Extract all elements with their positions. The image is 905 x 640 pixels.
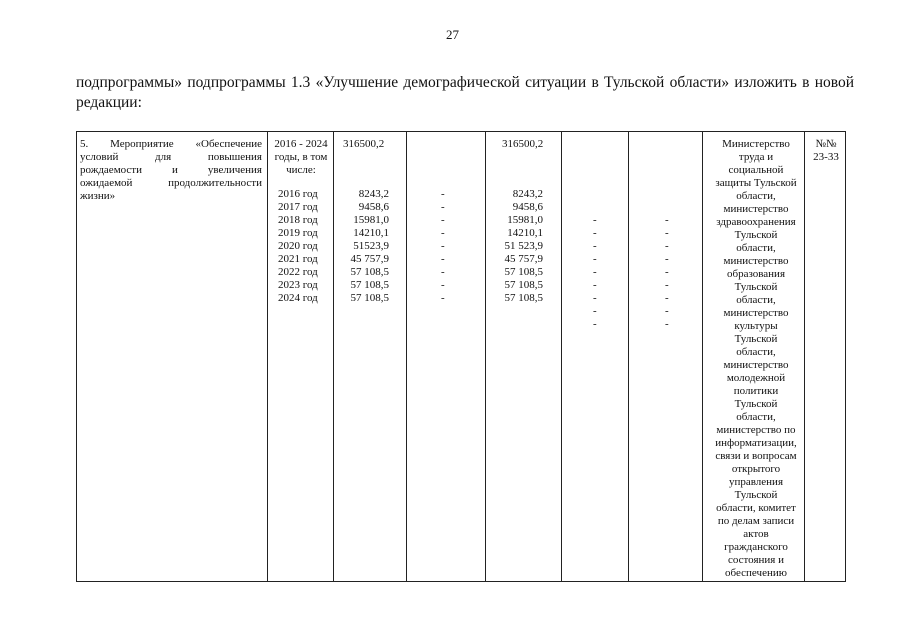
period-line: годы, в том [274, 151, 328, 163]
responsible-line: связи и вопросам [715, 450, 797, 462]
responsible-cell [707, 138, 805, 580]
responsible-line: информатизации, [715, 437, 797, 449]
col4-value: - [593, 240, 597, 252]
col4-value: - [593, 305, 597, 317]
col5-value: - [665, 214, 669, 226]
col4-value: - [593, 266, 597, 278]
col1-value: 8243,2 [358, 188, 389, 200]
col2-value: - [441, 214, 445, 226]
col1-value: 14210,1 [353, 227, 389, 239]
year-label: 2020 год [278, 240, 318, 252]
event-word: ожидаемой [80, 177, 133, 189]
total-col1: 316500,2 [343, 138, 385, 150]
col3-value: 57 108,5 [504, 279, 543, 291]
col4-value: - [593, 279, 597, 291]
responsible-line: здравоохранения [716, 216, 796, 228]
responsible-line: области, [736, 294, 776, 306]
col1-value: 57 108,5 [350, 292, 389, 304]
year-label: 2024 год [278, 292, 318, 304]
event-word: «Обеспечение [195, 138, 262, 150]
col5-value: - [665, 266, 669, 278]
responsible-line: образования [726, 268, 786, 280]
event-word: Мероприятие [110, 138, 174, 150]
responsible-line: социальной [728, 164, 784, 176]
col5-value: - [665, 227, 669, 239]
col2-value: - [441, 201, 445, 213]
event-cell [80, 138, 262, 203]
col2-value: - [441, 240, 445, 252]
responsible-line: обеспечению [725, 567, 787, 579]
responsible-line: гражданского [724, 541, 788, 553]
responsible-line: культуры [734, 320, 778, 332]
responsible-line: Тульской [734, 398, 778, 410]
col2-value: - [441, 188, 445, 200]
col1-value: 45 757,9 [350, 253, 389, 265]
responsible-line: министерство по [716, 424, 796, 436]
responsible-line: Тульской [734, 333, 778, 345]
column-divider [333, 132, 334, 581]
year-label: 2021 год [278, 253, 318, 265]
responsible-line: Тульской [734, 489, 778, 501]
col5-value: - [665, 318, 669, 330]
col3-value: 8243,2 [512, 188, 543, 200]
col3-value: 57 108,5 [504, 292, 543, 304]
responsible-line: открытого [731, 463, 781, 475]
col3-value: 9458,6 [512, 201, 543, 213]
responsible-line: состояния и [727, 554, 785, 566]
intro-paragraph: подпрограммы» подпрограммы 1.3 «Улучшение демографической ситуации в Тульской области» изложить в новой редакции: [76, 74, 854, 111]
col4-value: - [593, 214, 597, 226]
index-range: 23-33 [813, 151, 839, 163]
col2-value: - [441, 279, 445, 291]
responsible-line: по делам записи [717, 515, 795, 527]
responsible-line: защиты Тульской [715, 177, 797, 189]
responsible-line: управления [728, 476, 784, 488]
responsible-line: министерство [723, 307, 789, 319]
event-word: условий [80, 151, 119, 163]
page-number: 27 [446, 27, 459, 42]
col4-value: - [593, 318, 597, 330]
program-table [76, 131, 846, 582]
responsible-line: молодежной [726, 372, 786, 384]
period-line: 2016 - 2024 [274, 138, 328, 150]
event-word: для [155, 151, 172, 163]
event-word: повышения [207, 151, 262, 163]
responsible-line: области, [736, 346, 776, 358]
responsible-line: Тульской [734, 229, 778, 241]
responsible-line: труда и [738, 151, 774, 163]
year-label: 2018 год [278, 214, 318, 226]
event-word: рождаемости [80, 164, 142, 176]
col3-value: 15981,0 [507, 214, 543, 226]
col2-value: - [441, 253, 445, 265]
year-label: 2023 год [278, 279, 318, 291]
column-divider [561, 132, 562, 581]
col3-value: 14210,1 [507, 227, 543, 239]
responsible-line: политики [733, 385, 779, 397]
responsible-line: министерство [723, 255, 789, 267]
period-line: числе: [286, 164, 316, 176]
col1-value: 9458,6 [358, 201, 389, 213]
col1-value: 57 108,5 [350, 279, 389, 291]
col1-value: 51523,9 [353, 240, 389, 252]
col3-value: 45 757,9 [504, 253, 543, 265]
col5-value: - [665, 292, 669, 304]
event-word: увеличения [207, 164, 262, 176]
index-cell [806, 138, 846, 164]
year-label: 2022 год [278, 266, 318, 278]
column-divider [628, 132, 629, 581]
col3-value: 57 108,5 [504, 266, 543, 278]
responsible-line: Тульской [734, 281, 778, 293]
col5-value: - [665, 279, 669, 291]
event-word: продолжительности [168, 177, 262, 189]
responsible-line: министерство [723, 203, 789, 215]
responsible-line: Министерство [722, 138, 790, 150]
column-divider [485, 132, 486, 581]
col2-value: - [441, 227, 445, 239]
year-label: 2016 год [278, 188, 318, 200]
event-word: и [171, 164, 178, 176]
responsible-line: актов [743, 528, 769, 540]
col1-value: 57 108,5 [350, 266, 389, 278]
col5-value: - [665, 253, 669, 265]
col4-value: - [593, 227, 597, 239]
year-label: 2017 год [278, 201, 318, 213]
event-word: 5. [80, 138, 89, 150]
col2-value: - [441, 292, 445, 304]
col4-value: - [593, 292, 597, 304]
column-divider [702, 132, 703, 581]
col2-value: - [441, 266, 445, 278]
year-label: 2019 год [278, 227, 318, 239]
col4-value: - [593, 253, 597, 265]
responsible-line: области, [736, 190, 776, 202]
col5-value: - [665, 305, 669, 317]
responsible-line: министерство [723, 359, 789, 371]
responsible-line: области, комитет [716, 502, 796, 514]
column-divider [406, 132, 407, 581]
col5-value: - [665, 240, 669, 252]
column-divider [267, 132, 268, 581]
index-label: №№ [815, 138, 837, 150]
event-word: жизни» [80, 190, 116, 202]
period-cell [270, 138, 332, 177]
col3-value: 51 523,9 [504, 240, 543, 252]
total-col3: 316500,2 [502, 138, 544, 150]
col1-value: 15981,0 [353, 214, 389, 226]
responsible-line: области, [736, 411, 776, 423]
responsible-line: области, [736, 242, 776, 254]
